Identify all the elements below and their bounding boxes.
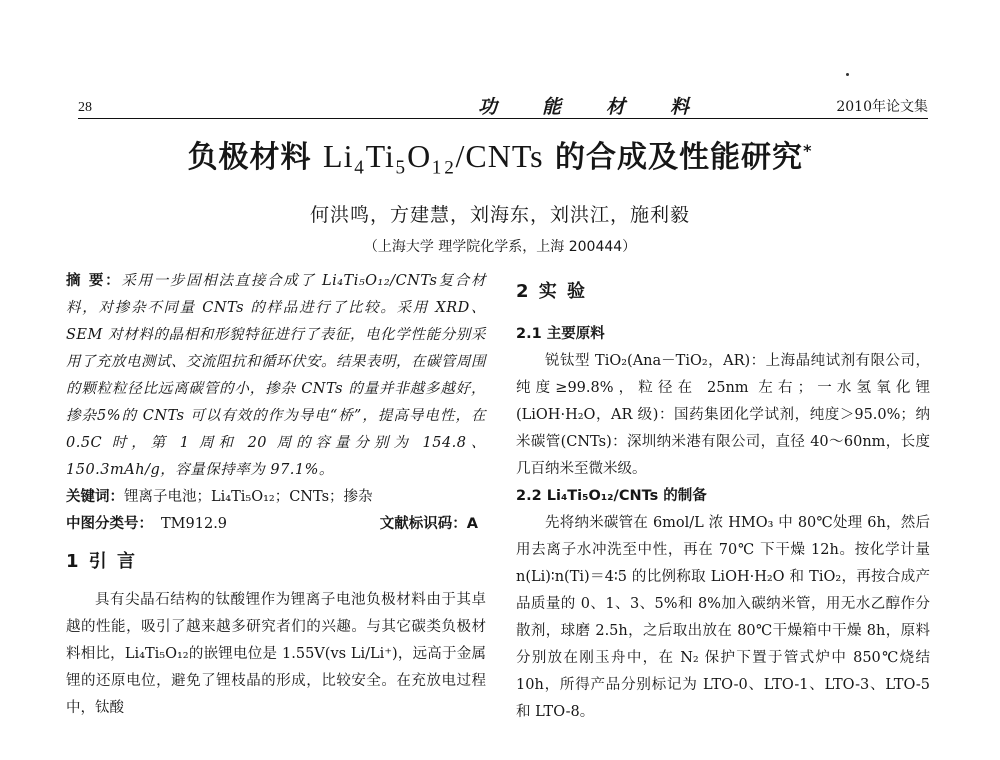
right-column bbox=[516, 268, 930, 726]
scan-speck bbox=[846, 73, 849, 76]
page-number: 28 bbox=[78, 100, 92, 115]
running-header bbox=[78, 96, 928, 119]
doc-code-value: A bbox=[466, 516, 478, 532]
section-2-1-heading: 2.1 主要原料 bbox=[516, 326, 605, 342]
classification-row bbox=[66, 511, 486, 538]
affiliation: （上海大学 理学院化学系，上海 200444） bbox=[363, 239, 637, 255]
section-2-heading: 2 实 验 bbox=[516, 281, 588, 302]
abstract bbox=[66, 268, 486, 484]
title-footnote-mark: * bbox=[803, 141, 813, 160]
author-list: 何洪鸣，方建慧，刘海东，刘洪江，施利毅 bbox=[309, 204, 690, 226]
keywords-text: 锂离子电池；Li₄Ti₅O₁₂；CNTs；掺杂 bbox=[124, 489, 373, 505]
doc-code-label: 文献标识码： bbox=[379, 516, 467, 532]
title-formula: Li₄Ti₅O₁₂/CNTs bbox=[323, 138, 544, 174]
paper-title bbox=[0, 132, 1000, 176]
section-1-text: 具有尖晶石结构的钛酸锂作为锂离子电池负极材料由于其卓越的性能，吸引了越来越多研究者们的兴趣。与其它碳类负极材料相比，Li₄Ti₅O₁₂的嵌锂电位是 1.55V(vs Li/Li⁺)，远高于金属锂的还原电位，避免了锂枝晶的形成，比较安全。在充放电过程中，钛酸 bbox=[66, 592, 486, 716]
section-1-heading: 1 引 言 bbox=[66, 551, 138, 572]
title-prefix: 负极材料 bbox=[187, 140, 324, 175]
keywords bbox=[66, 484, 486, 511]
section-2-2-text: 先将纳米碳管在 6mol/L 浓 HMO₃ 中 80℃处理 6h，然后用去离子水冲洗至中性，再在 70℃ 下干燥 12h。按化学计量 n(Li)∶n(Ti)＝4∶5 的比例称取 LiOH·H₂O 和 TiO₂，再按合成产品质量的 0、1、3、5%和 8%加入碳纳米管，用无水乙醇作分散剂，球磨 2.5h，之后取出放在 80℃干燥箱中干燥 8h，原料分别放在刚玉舟中，在 N₂ 保护下置于管式炉中 850℃烧结 10h，所得产品分别标记为 LTO-0、LTO-1、LTO-3、LTO-5 和 LTO-8。 bbox=[516, 515, 930, 720]
journal-name: 功能材料 bbox=[478, 96, 735, 118]
abstract-text: 采用一步固相法直接合成了 Li₄Ti₅O₁₂/CNTs复合材料，对掺杂不同量 CNTs 的样品进行了比较。采用 XRD、SEM 对材料的晶相和形貌特征进行了表征，电化学性能分别采用了充放电测试、交流阻抗和循环伏安。结果表明，在碳管周围的颗粒粒径比远离碳管的小，掺杂 CNTs 的量并非越多越好，掺杂5%的 CNTs 可以有效的作为导电“桥”，提高导电性，在 0.5C 时，第 1 周和 20 周的容量分别为 154.8、150.3mAh/g，容量保持率为 97.1%。 bbox=[66, 273, 486, 478]
section-2-2-heading: 2.2 Li₄Ti₅O₁₂/CNTs 的制备 bbox=[516, 488, 707, 504]
title-suffix: 的合成及性能研究 bbox=[543, 140, 804, 175]
issue-label: 2010年论文集 bbox=[836, 99, 928, 115]
section-2-1-text: 锐钛型 TiO₂(Ana－TiO₂，AR)：上海晶纯试剂有限公司，纯度≥99.8%，粒径在 25nm 左右；一水氢氧化锂(LiOH·H₂O，AR 级)：国药集团化学试剂，纯度＞95.0%；纳米碳管(CNTs)：深圳纳米港有限公司，直径 40～60nm，长度几百纳米至微米级。 bbox=[516, 353, 930, 477]
abstract-label: 摘 要： bbox=[66, 273, 122, 289]
clc-value: TM912.9 bbox=[161, 516, 228, 532]
clc-label: 中图分类号： bbox=[66, 516, 153, 532]
keywords-label: 关键词： bbox=[66, 489, 124, 505]
left-column bbox=[66, 268, 486, 722]
